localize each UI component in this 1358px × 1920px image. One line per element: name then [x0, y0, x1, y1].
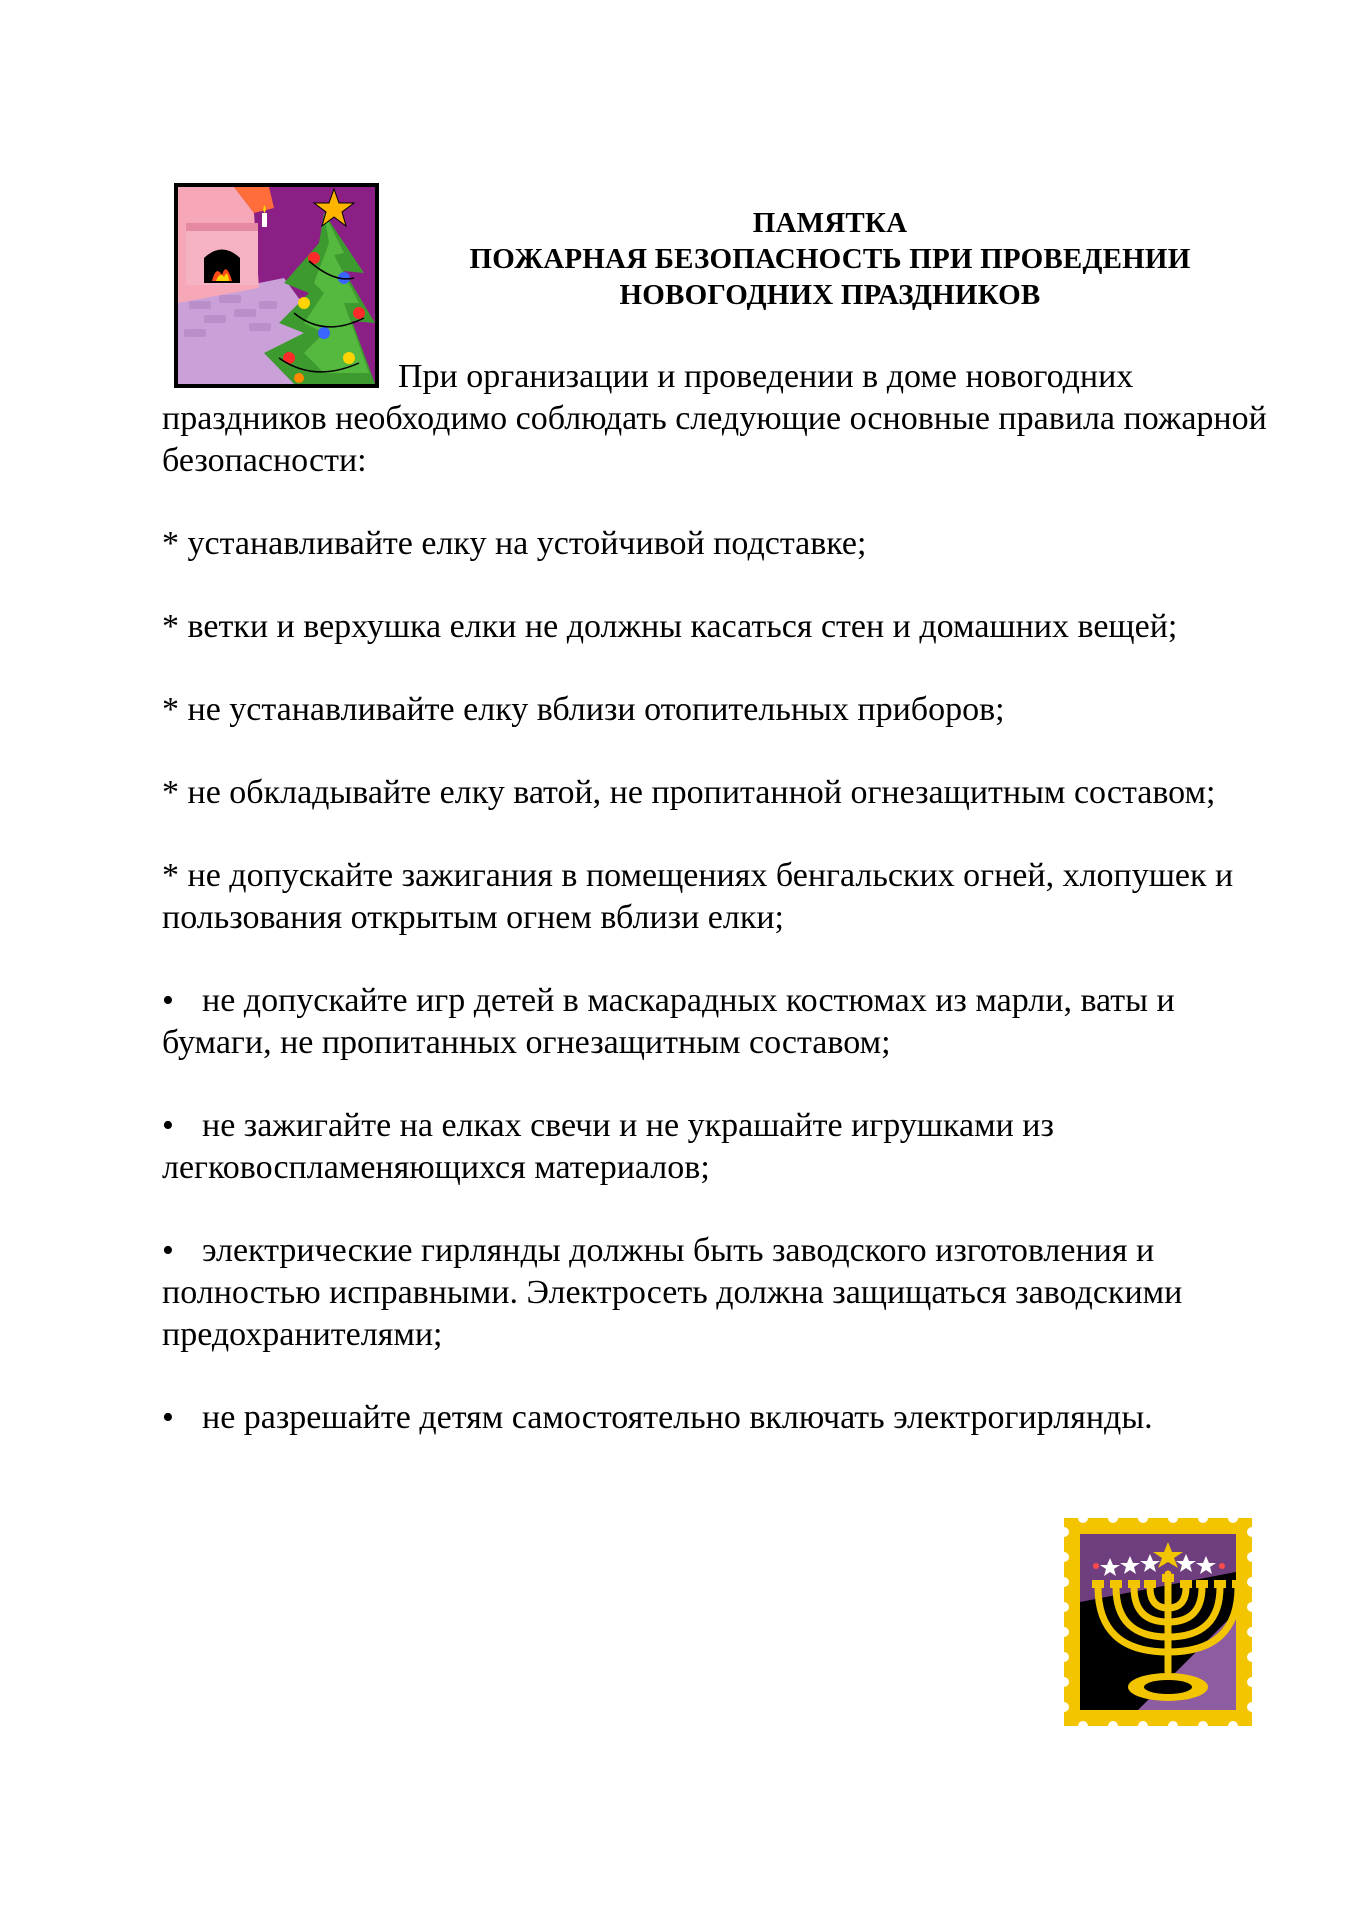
menorah-image: [1058, 1512, 1258, 1732]
bullet-rule-text: не допускайте игр детей в маскарадных костюмах из марли, ваты и бумаги, не пропитанных огнезащитным составом;: [162, 982, 1175, 1061]
heading-subtitle-line1: ПОЖАРНАЯ БЕЗОПАСНОСТЬ ПРИ ПРОВЕДЕНИИ: [469, 243, 1191, 275]
bullet-rule-text: электрические гирлянды должны быть заводского изготовления и полностью исправными. Электросеть должна защищаться заводскими предохранителями;: [162, 1232, 1183, 1353]
bullet-rule-item: [162, 1397, 1272, 1439]
rule-item: * не устанавливайте елку вблизи отопительных приборов;: [162, 691, 1005, 728]
document-body: [162, 356, 1272, 1439]
rule-item: * не обкладывайте елку ватой, не пропитанной огнезащитным составом;: [162, 774, 1216, 811]
intro-paragraph: При организации и проведении в доме новогодних праздников необходимо соблюдать следующие основные правила пожарной безопасности:: [162, 358, 1267, 479]
rule-item: * устанавливайте елку на устойчивой подставке;: [162, 525, 867, 562]
bullet-rule-item: [162, 1105, 1272, 1189]
bullet-rule-item: [162, 1230, 1272, 1356]
rule-item: * ветки и верхушка елки не должны касаться стен и домашних вещей;: [162, 608, 1178, 645]
heading-title: ПАМЯТКА: [752, 207, 908, 239]
bullet-marker: •: [162, 1107, 174, 1144]
bullet-rule-text: не разрешайте детям самостоятельно включать электрогирлянды.: [202, 1399, 1153, 1436]
document-heading: [420, 205, 1240, 313]
bullet-marker: •: [162, 982, 174, 1019]
rule-item: * не допускайте зажигания в помещениях бенгальских огней, хлопушек и пользования открытым огнем вблизи елки;: [162, 857, 1234, 936]
bullet-marker: •: [162, 1232, 174, 1269]
bullet-rule-item: [162, 980, 1272, 1064]
bullet-rule-text: не зажигайте на елках свечи и не украшайте игрушками из легковоспламеняющихся материалов;: [162, 1107, 1054, 1186]
bullet-marker: •: [162, 1399, 174, 1436]
heading-subtitle-line2: НОВОГОДНИХ ПРАЗДНИКОВ: [619, 279, 1041, 311]
